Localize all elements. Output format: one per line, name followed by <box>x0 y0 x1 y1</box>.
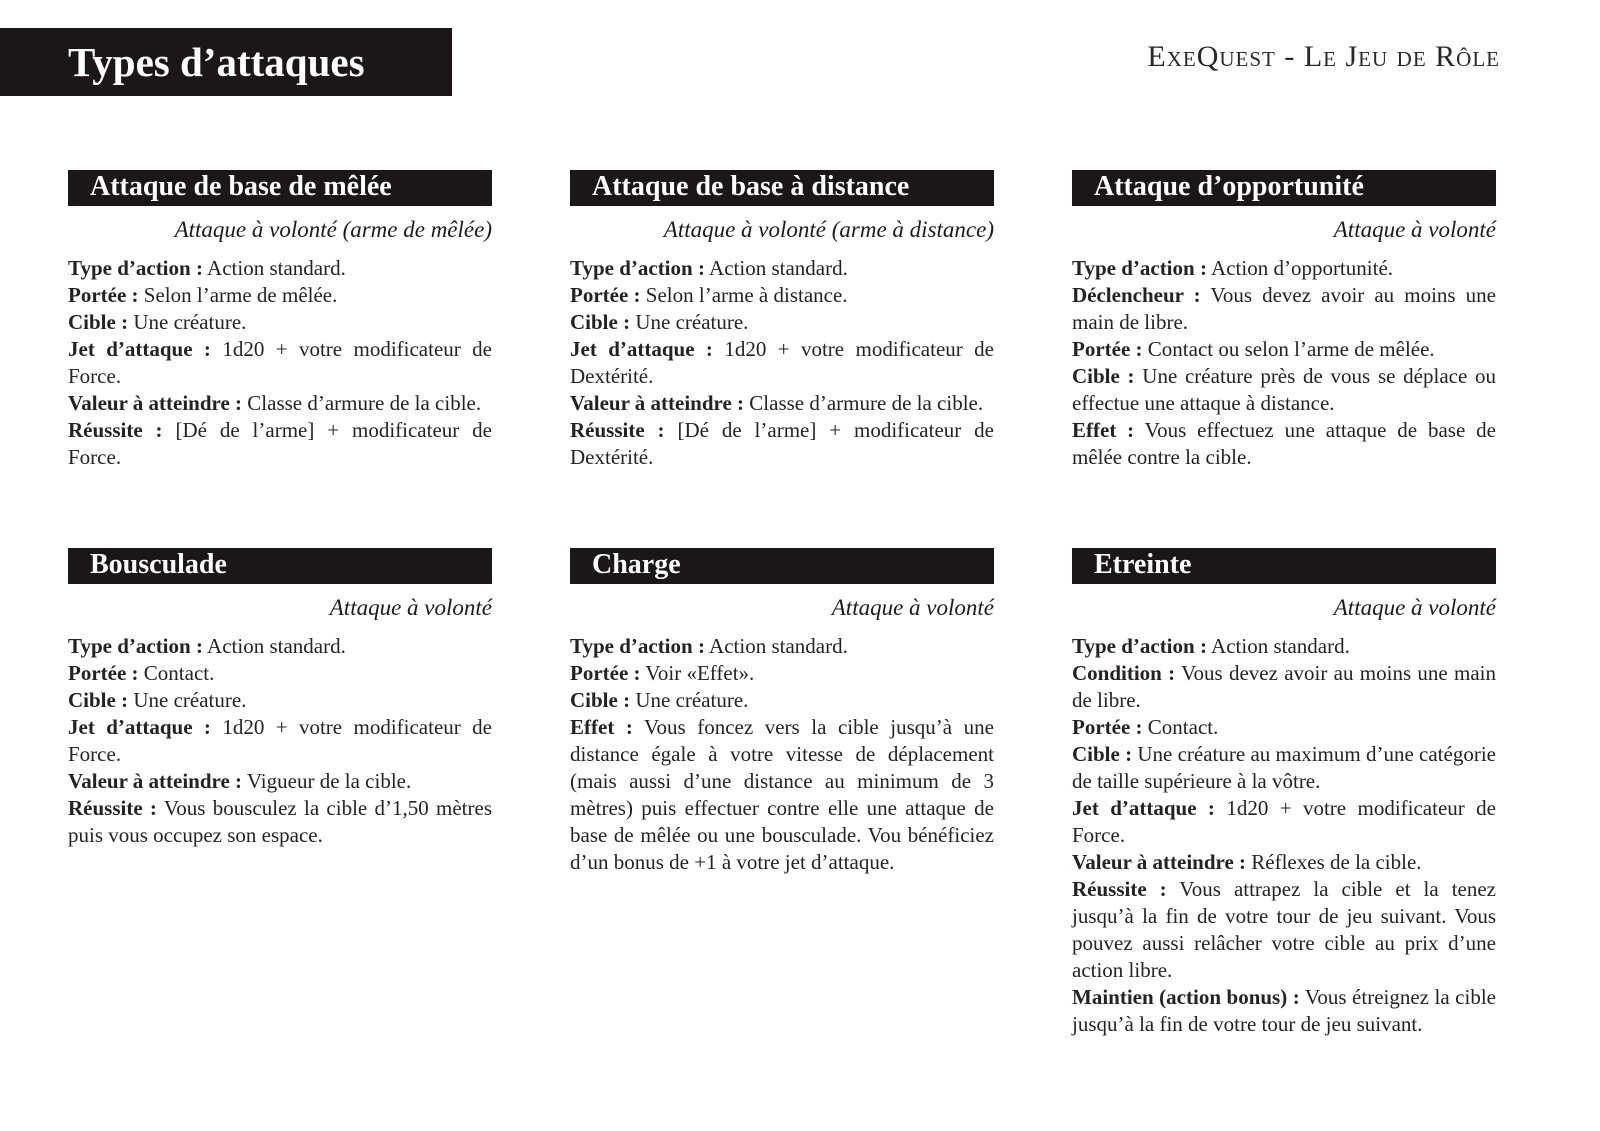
field-text: Action standard. <box>1206 634 1350 658</box>
card-field <box>68 660 492 687</box>
card-title: Attaque de base de mêlée <box>90 170 392 202</box>
card-body <box>570 633 994 876</box>
field-label: Portée : <box>570 661 641 685</box>
card-title-banner <box>570 170 994 206</box>
field-text: Vous attrapez la cible et la tenez jusqu’à la fin de votre tour de jeu suivant. Vous pouvez aussi relâcher votre cible au prix d’une action libre. <box>1072 877 1496 982</box>
field-label: Jet d’attaque : <box>68 337 211 361</box>
card-title: Bousculade <box>90 548 227 580</box>
attack-card-3 <box>68 548 492 849</box>
field-label: Type d’action : <box>68 634 203 658</box>
field-label: Portée : <box>1072 715 1143 739</box>
field-label: Portée : <box>570 283 641 307</box>
field-label: Réussite : <box>68 796 157 820</box>
card-title: Attaque de base à distance <box>592 170 910 202</box>
field-text: [Dé de l’arme] + modificateur de Force. <box>68 418 493 469</box>
field-label: Cible : <box>68 310 129 334</box>
field-text: Action d’opportunité. <box>1206 256 1394 280</box>
card-field <box>1072 363 1496 417</box>
field-text: Action standard. <box>202 256 346 280</box>
field-text: Selon l’arme de mêlée. <box>138 283 338 307</box>
card-subtitle: Attaque à volonté (arme de mêlée) <box>174 217 492 242</box>
field-text: Contact ou selon l’arme de mêlée. <box>1142 337 1435 361</box>
field-label: Valeur à atteindre : <box>570 391 745 415</box>
card-field <box>570 336 994 390</box>
card-field <box>1072 849 1496 876</box>
card-field <box>570 417 994 471</box>
field-text: Vous bousculez la cible d’1,50 mètres puis vous occupez son espace. <box>68 796 493 847</box>
card-subtitle: Attaque à volonté <box>1333 217 1496 242</box>
attack-card-4 <box>570 548 994 876</box>
card-field <box>1072 282 1496 336</box>
field-label: Type d’action : <box>570 256 705 280</box>
card-field <box>68 687 492 714</box>
field-text: Vous foncez vers la cible jusqu’à une distance égale à votre vitesse de déplacement (mais aussi d’une distance au minimum de 3 mètres) puis effectuer contre elle une attaque de base de mêlée ou une bousculade. Vou bénéficiez d’un bonus de +1 à votre jet d’attaque. <box>570 715 994 874</box>
field-text: Vous étreignez la cible jusqu’à la fin de votre tour de jeu suivant. <box>1072 985 1496 1036</box>
field-text: Une créature près de vous se déplace ou effectue une attaque à distance. <box>1072 364 1497 415</box>
card-body <box>570 255 994 471</box>
field-text: Contact. <box>138 661 215 685</box>
card-subtitle: Attaque à volonté <box>831 595 994 620</box>
card-title-banner <box>570 548 994 584</box>
cards-grid <box>68 170 1496 1038</box>
field-label: Jet d’attaque : <box>68 715 211 739</box>
field-label: Maintien (action bonus) : <box>1072 985 1300 1009</box>
field-label: Effet : <box>1072 418 1135 442</box>
field-text: Vous effectuez une attaque de base de mêlée contre la cible. <box>1072 418 1496 469</box>
field-label: Réussite : <box>68 418 163 442</box>
card-field <box>1072 255 1496 282</box>
card-body <box>68 633 492 849</box>
page-title-banner <box>0 28 452 96</box>
card-field <box>570 714 994 876</box>
field-text: Une créature. <box>128 310 247 334</box>
field-text: 1d20 + votre modificateur de Force. <box>1072 796 1496 847</box>
field-label: Type d’action : <box>1072 256 1207 280</box>
card-field <box>1072 795 1496 849</box>
field-label: Valeur à atteindre : <box>1072 850 1247 874</box>
card-field <box>68 255 492 282</box>
field-text: 1d20 + votre modificateur de Force. <box>68 715 492 766</box>
card-field <box>68 309 492 336</box>
card-title-banner <box>68 548 492 584</box>
field-text: Action standard. <box>202 634 346 658</box>
card-field <box>68 336 492 390</box>
card-field <box>570 660 994 687</box>
field-label: Cible : <box>570 310 631 334</box>
brand-title: ExeQuest - Le Jeu de Rôle <box>1147 40 1500 73</box>
card-title: Charge <box>592 548 681 580</box>
card-field <box>1072 714 1496 741</box>
field-label: Déclencheur : <box>1072 283 1201 307</box>
field-label: Réussite : <box>570 418 665 442</box>
field-text: Une créature. <box>630 688 749 712</box>
card-field <box>1072 417 1496 471</box>
card-field <box>1072 633 1496 660</box>
field-label: Effet : <box>570 715 633 739</box>
card-field <box>68 417 492 471</box>
field-label: Valeur à atteindre : <box>68 769 243 793</box>
field-text: Une créature. <box>630 310 749 334</box>
field-text: 1d20 + votre modificateur de Dextérité. <box>570 337 994 388</box>
field-text: Vous devez avoir au moins une main de libre. <box>1072 661 1497 712</box>
card-field <box>1072 876 1496 984</box>
card-field <box>1072 336 1496 363</box>
card-field <box>1072 660 1496 714</box>
card-title-banner <box>1072 548 1496 584</box>
field-text: Action standard. <box>704 256 848 280</box>
field-label: Cible : <box>68 688 129 712</box>
card-title: Etreinte <box>1094 548 1192 580</box>
field-text: Classe d’armure de la cible. <box>242 391 482 415</box>
field-label: Cible : <box>1072 364 1135 388</box>
field-label: Portée : <box>68 661 139 685</box>
field-text: Action standard. <box>704 634 848 658</box>
card-field <box>1072 741 1496 795</box>
card-body <box>1072 255 1496 471</box>
field-text: Contact. <box>1142 715 1219 739</box>
card-field <box>68 795 492 849</box>
card-body <box>68 255 492 471</box>
field-label: Jet d’attaque : <box>1072 796 1215 820</box>
field-text: [Dé de l’arme] + modificateur de Dextérité. <box>570 418 995 469</box>
card-title-banner <box>68 170 492 206</box>
field-text: Une créature au maximum d’une catégorie de taille supérieure à la vôtre. <box>1072 742 1496 793</box>
card-field <box>570 633 994 660</box>
attack-card-0 <box>68 170 492 471</box>
card-field <box>68 633 492 660</box>
field-label: Portée : <box>1072 337 1143 361</box>
card-title-banner <box>1072 170 1496 206</box>
field-text: Réflexes de la cible. <box>1246 850 1422 874</box>
field-text: Selon l’arme à distance. <box>640 283 848 307</box>
card-field <box>68 768 492 795</box>
field-text: Classe d’armure de la cible. <box>744 391 984 415</box>
card-field <box>570 282 994 309</box>
field-text: 1d20 + votre modificateur de Force. <box>68 337 492 388</box>
attack-card-2 <box>1072 170 1496 471</box>
page-title: Types d’attaques <box>68 39 365 85</box>
card-field <box>1072 984 1496 1038</box>
field-label: Réussite : <box>1072 877 1167 901</box>
card-title: Attaque d’opportunité <box>1094 170 1364 202</box>
field-label: Valeur à atteindre : <box>68 391 243 415</box>
card-subtitle: Attaque à volonté <box>1333 595 1496 620</box>
card-body <box>1072 633 1496 1038</box>
field-text: Voir «Effet». <box>640 661 755 685</box>
card-subtitle: Attaque à volonté (arme à distance) <box>663 217 994 242</box>
field-label: Type d’action : <box>570 634 705 658</box>
field-text: Une créature. <box>128 688 247 712</box>
card-field <box>570 687 994 714</box>
attack-card-5 <box>1072 548 1496 1038</box>
attack-card-1 <box>570 170 994 471</box>
field-label: Condition : <box>1072 661 1176 685</box>
card-field <box>68 714 492 768</box>
card-field <box>570 390 994 417</box>
field-label: Type d’action : <box>68 256 203 280</box>
field-text: Vigueur de la cible. <box>242 769 412 793</box>
field-label: Cible : <box>1072 742 1133 766</box>
card-field <box>570 255 994 282</box>
field-label: Type d’action : <box>1072 634 1207 658</box>
field-label: Cible : <box>570 688 631 712</box>
card-subtitle: Attaque à volonté <box>329 595 492 620</box>
field-text: Vous devez avoir au moins une main de libre. <box>1072 283 1496 334</box>
card-field <box>68 390 492 417</box>
card-field <box>68 282 492 309</box>
field-label: Jet d’attaque : <box>570 337 713 361</box>
card-field <box>570 309 994 336</box>
field-label: Portée : <box>68 283 139 307</box>
